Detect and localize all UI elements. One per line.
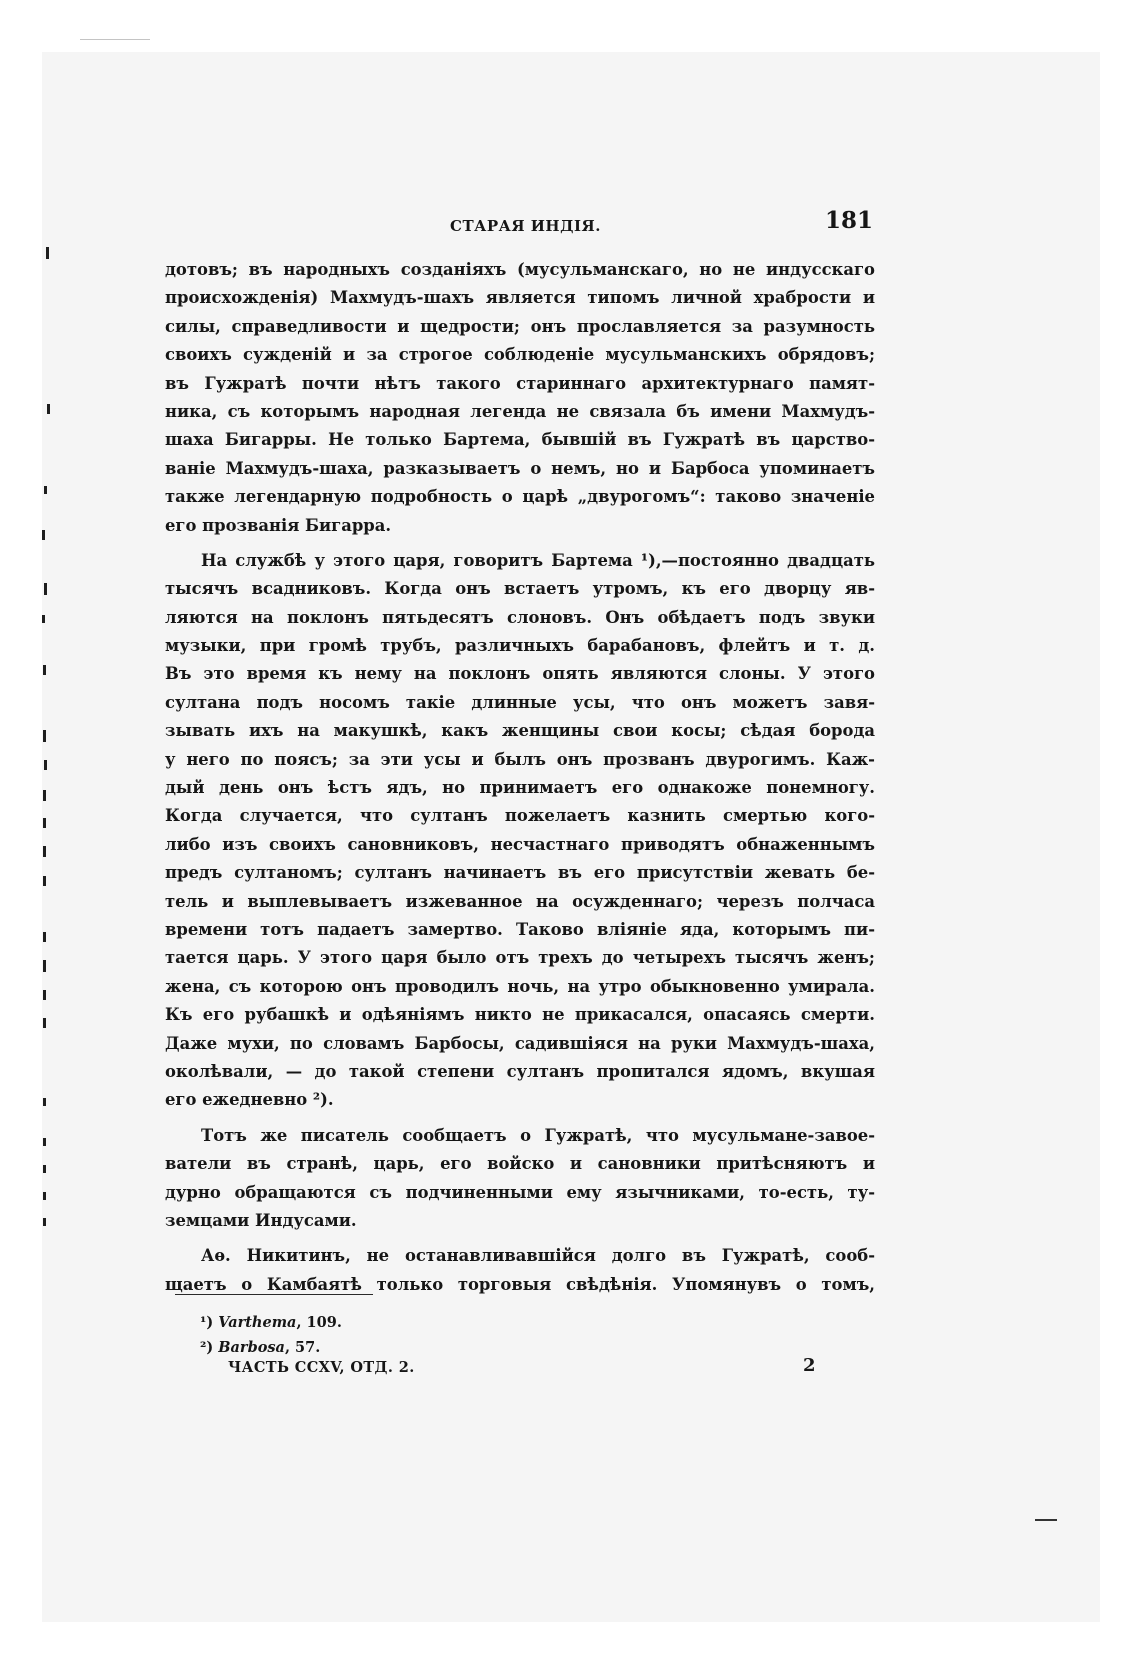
text-line: На службѣ у этого царя, говоритъ Бартема ¹),—постоянно двадцать: [201, 550, 875, 570]
footnote: [200, 1310, 342, 1335]
text-line: либо изъ своихъ сановниковъ, несчастнаго приводятъ обнаженнымъ: [165, 834, 875, 854]
text-line: Когда случается, что султанъ пожелаетъ казнить смертью кого-: [165, 806, 875, 826]
text-line: тается царь. У этого царя было отъ трехъ до четырехъ тысячъ женъ;: [165, 948, 875, 968]
margin-mark: [43, 990, 46, 1000]
margin-mark: [43, 1098, 46, 1106]
text-line: щаетъ о Камбаятѣ только торговыя свѣдѣнія. Упомянувъ о томъ,: [165, 1274, 875, 1294]
text-line: дый день онъ ѣстъ ядъ, но принимаетъ его однакоже понемногу.: [165, 778, 875, 798]
margin-mark: [42, 530, 45, 540]
text-line: околѣвали, — до такой степени султанъ пропитался ядомъ, вкушая: [165, 1061, 875, 1081]
text-line: происхожденія) Махмудъ-шахъ является типомъ личной храбрости и: [165, 288, 875, 308]
text-line: Тотъ же писатель сообщаетъ о Гужратѣ, что мусульмане-завое-: [201, 1125, 875, 1145]
margin-mark: [43, 1165, 46, 1173]
page-number: 181: [824, 207, 873, 234]
text-line: предъ султаномъ; султанъ начинаетъ въ его присутствіи жевать бе-: [165, 863, 875, 883]
paragraph: [165, 1122, 875, 1236]
text-line: его ежедневно ²).: [165, 1090, 334, 1110]
margin-mark: [47, 404, 50, 414]
signature-number: 2: [803, 1355, 816, 1376]
footnote: [200, 1335, 342, 1360]
margin-bleed-marks: [0, 0, 60, 1655]
margin-mark: [44, 760, 47, 770]
text-line: шаха Бигарры. Не только Бартема, бывшій въ Гужратѣ въ царство-: [165, 430, 875, 450]
text-line: также легендарную подробность о царѣ „двурогомъ“: таково значеніе: [165, 487, 875, 507]
margin-mark: [43, 960, 46, 972]
footnote-page: , 57.: [284, 1339, 321, 1356]
margin-mark: [43, 1138, 46, 1146]
margin-mark: [44, 583, 47, 595]
text-line: Въ это время къ нему на поклонъ опять являются слоны. У этого: [165, 664, 875, 684]
page-header: [165, 207, 873, 241]
margin-mark: [43, 730, 46, 742]
text-line: ваніе Махмудъ-шаха, разказываетъ о немъ, но и Барбоса упоминаетъ: [165, 458, 875, 478]
text-line: султана подъ носомъ такіе длинные усы, что онъ можетъ завя-: [165, 692, 875, 712]
text-line: своихъ сужденій и за строгое соблюденіе мусульманскихъ обрядовъ;: [165, 345, 875, 365]
printer-signature: ЧАСТЬ CCXV, ОТД. 2.: [228, 1359, 415, 1376]
text-line: Къ его рубашкѣ и одѣяніямъ никто не прикасался, опасаясь смерти.: [165, 1005, 875, 1025]
footnotes: [200, 1310, 342, 1360]
body-text: [165, 256, 875, 1299]
text-line: Даже мухи, по словамъ Барбосы, садившіяся на руки Махмудъ-шаха,: [165, 1033, 875, 1053]
text-line: времени тотъ падаетъ замертво. Таково вліяніе яда, которымъ пи-: [165, 919, 875, 939]
text-line: дотовъ; въ народныхъ созданіяхъ (мусульманскаго, но не индусскаго: [165, 260, 875, 279]
margin-mark: [42, 615, 45, 623]
footnote-source: Barbosa: [218, 1339, 285, 1356]
text-line: ватели въ странѣ, царь, его войско и сановники притѣсняютъ и: [165, 1154, 875, 1174]
running-title: СТАРАЯ ИНДІЯ.: [450, 217, 601, 235]
text-line: дурно обращаются съ подчиненными ему язычниками, то-есть, ту-: [165, 1182, 875, 1202]
text-line: музыки, при громѣ трубъ, различныхъ барабановъ, флейтъ и т. д.: [165, 636, 875, 656]
text-line: зывать ихъ на макушкѣ, какъ женщины свои косы; сѣдая борода: [165, 721, 875, 741]
margin-mark: [43, 1018, 46, 1028]
footnote-source: Varthema: [218, 1314, 297, 1331]
margin-mark: [43, 818, 46, 828]
text-line: тысячъ всадниковъ. Когда онъ встаетъ утромъ, къ его дворцу яв-: [165, 579, 875, 599]
paragraph: [165, 547, 875, 1115]
text-line: ляются на поклонъ пятьдесятъ слоновъ. Онъ обѣдаетъ подъ звуки: [165, 607, 875, 627]
margin-mark: [43, 876, 46, 886]
paragraph-gap: [165, 1235, 875, 1242]
margin-mark: [43, 1192, 46, 1200]
footnote-page: , 109.: [296, 1314, 342, 1331]
text-line: жена, съ которою онъ проводилъ ночь, на утро обыкновенно умирала.: [165, 976, 875, 996]
margin-mark: [43, 932, 46, 942]
text-line: тель и выплевываетъ изжеванное на осужденнаго; черезъ полчаса: [165, 891, 875, 911]
bottom-mark: [1035, 1519, 1057, 1521]
margin-mark: [43, 665, 46, 675]
margin-mark: [44, 486, 47, 494]
margin-mark: [43, 790, 46, 801]
top-rule: [80, 39, 150, 40]
paragraph: [165, 1242, 875, 1299]
paragraph-gap: [165, 1115, 875, 1122]
margin-mark: [43, 1218, 46, 1226]
margin-mark: [43, 846, 46, 857]
text-line: въ Гужратѣ почти нѣтъ такого стариннаго архитектурнаго памят-: [165, 373, 875, 393]
text-line: силы, справедливости и щедрости; онъ прославляется за разумность: [165, 316, 875, 336]
footnote-rule: [175, 1294, 373, 1295]
text-line: ника, съ которымъ народная легенда не связала бъ имени Махмудъ-: [165, 401, 875, 421]
text-line: его прозванія Бигарра.: [165, 515, 392, 535]
footnote-mark: ¹): [200, 1314, 214, 1331]
text-line: у него по поясъ; за эти усы и былъ онъ прозванъ двурогимъ. Каж-: [165, 749, 875, 769]
paragraph-gap: [165, 540, 875, 547]
footnote-mark: ²): [200, 1339, 214, 1356]
text-line: Аѳ. Никитинъ, не останавливавшійся долго въ Гужратѣ, сооб-: [201, 1246, 875, 1266]
paragraph: [165, 256, 875, 540]
text-line: земцами Индусами.: [165, 1210, 357, 1230]
margin-mark: [46, 247, 49, 259]
